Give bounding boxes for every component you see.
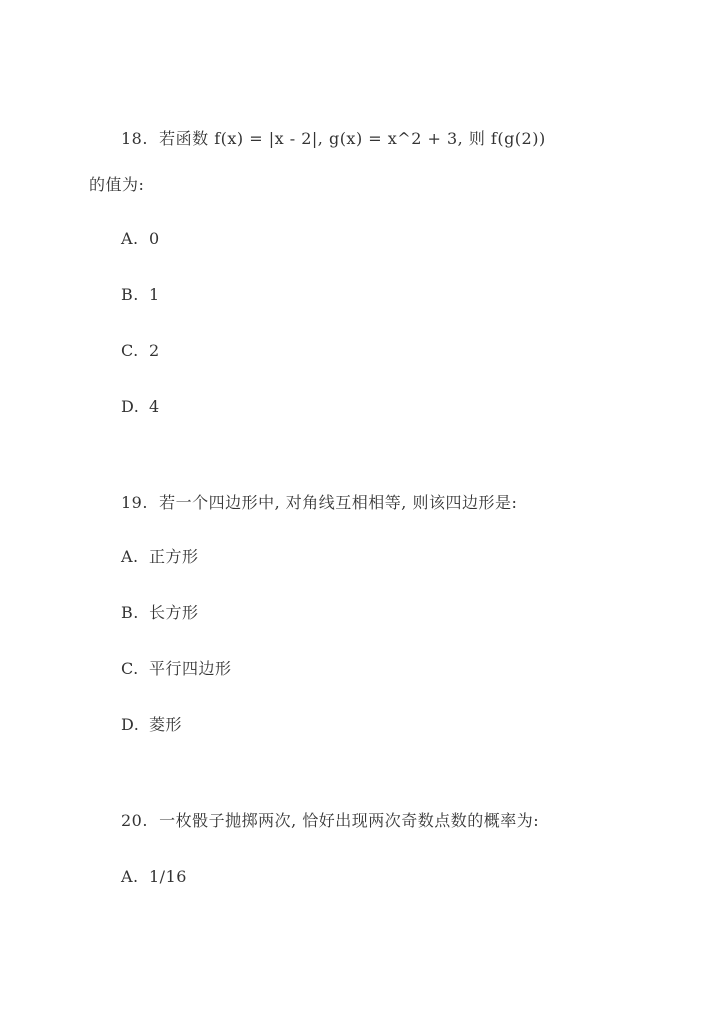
option-text: 菱形 [149, 715, 183, 734]
option-text: 正方形 [149, 547, 199, 566]
option-label: D. [121, 715, 140, 734]
option-text: 2 [149, 341, 160, 360]
question-19-option-c [121, 658, 232, 680]
option-label: A. [121, 229, 139, 248]
question-20-option-a [121, 866, 187, 888]
option-label: B. [121, 285, 139, 304]
question-19-option-d [121, 714, 182, 736]
option-text: 平行四边形 [149, 659, 232, 678]
option-label: A. [121, 867, 139, 886]
question-18-stem: 18. 若函数 f(x) = |x - 2|, g(x) = x^2 + 3, 则 f(g(2)) [121, 129, 546, 148]
option-text: 长方形 [149, 603, 199, 622]
question-18-option-a [121, 228, 160, 250]
question-19-option-b [121, 602, 199, 624]
question-18-option-d [121, 396, 160, 418]
question-19-option-a [121, 546, 199, 568]
option-text: 1 [149, 285, 160, 304]
question-18-option-b [121, 284, 160, 306]
option-text: 1/16 [149, 867, 187, 886]
question-20-stem: 20. 一枚骰子抛掷两次, 恰好出现两次奇数点数的概率为: [121, 811, 540, 830]
option-label: A. [121, 547, 139, 566]
option-label: C. [121, 341, 139, 360]
question-18-option-c [121, 340, 160, 362]
option-label: C. [121, 659, 139, 678]
option-text: 4 [149, 397, 160, 416]
option-text: 0 [149, 229, 160, 248]
question-19-stem: 19. 若一个四边形中, 对角线互相相等, 则该四边形是: [121, 493, 518, 512]
question-18-stem-continued: 的值为: [89, 175, 145, 194]
option-label: B. [121, 603, 139, 622]
option-label: D. [121, 397, 140, 416]
